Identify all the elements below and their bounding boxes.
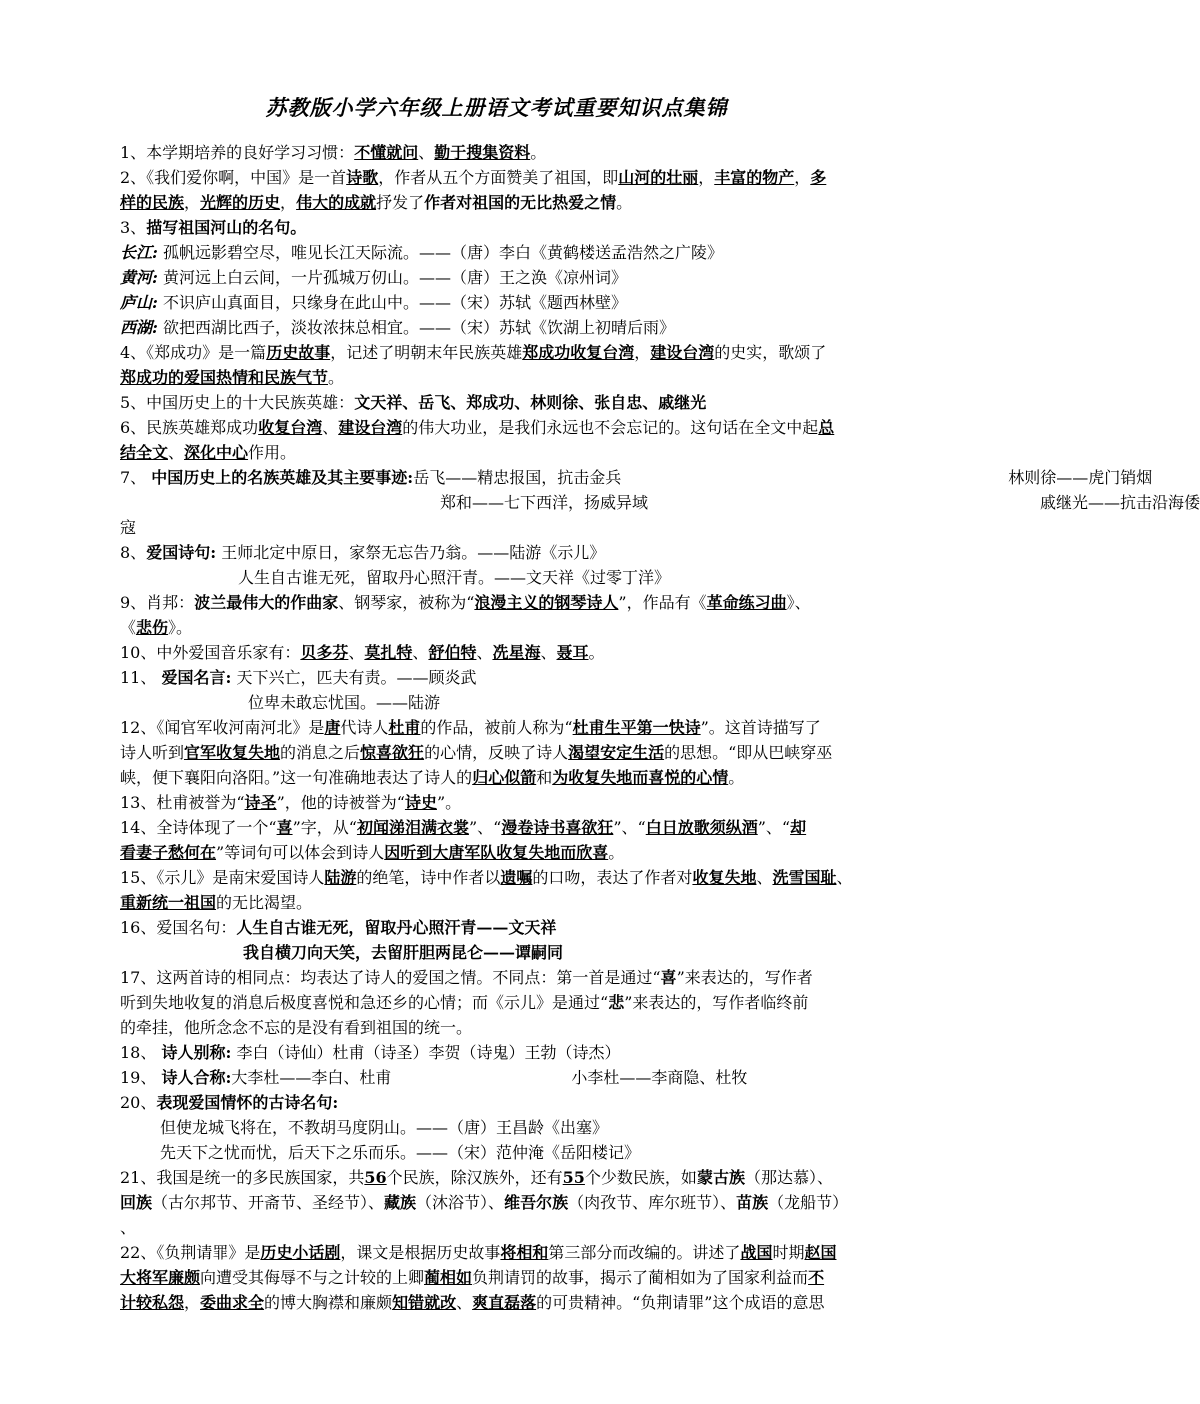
text-line [120,965,905,990]
text-segment: 峡，便下襄阳向洛阳。”这一句准确地表达了诗人的 [120,768,473,787]
key-point: 杜甫生平第一快诗 [572,718,701,737]
text-line [120,590,905,615]
text-line [120,315,905,340]
text-line [120,990,905,1015]
text-segment: 19、 [120,1068,162,1087]
text-segment: 个民族，除汉族外，还有 [386,1168,563,1187]
text-segment: 的史实，歌颂了 [714,343,827,362]
text-segment: ”，他的诗被誉为“ [276,793,405,812]
text-segment: ”，作品有《 [618,593,707,612]
text-segment: ”、“ [468,818,502,837]
text-segment: 、 [412,643,429,662]
text-line [120,1140,905,1165]
text-line [120,465,1153,490]
text-line [120,615,905,640]
key-point: 收复失地 [692,868,757,887]
text-line [120,365,905,390]
text-line [120,665,905,690]
key-point: 山河的壮丽 [618,168,699,187]
text-segment: 第三部分而改编的。讲述了 [548,1243,741,1262]
key-point: 不 [808,1268,825,1287]
emphasis-text: 诗人合称: [161,1068,232,1087]
text-segment: 。 [530,143,547,162]
text-segment: 4、《郑成功》是一篇 [120,343,267,362]
text-segment: 向遭受其侮辱不与之计较的上卿 [200,1268,425,1287]
text-segment: 的口吻，表达了作者对 [532,868,693,887]
text-segment: 。 [588,643,605,662]
text-line [120,640,905,665]
key-point: 建设台湾 [650,343,715,362]
emphasis-text: 长江: [120,243,158,262]
text-segment: 的伟大功业，是我们永远也不会忘记的。这句话在全文中起 [402,418,819,437]
text-segment: 、 [456,1293,473,1312]
text-segment: ”。 [436,793,462,812]
key-point: 爽直磊落 [472,1293,537,1312]
text-segment: ”字，从“ [292,818,357,837]
text-segment: 、 [756,868,773,887]
key-point: 大将军廉颇 [120,1268,201,1287]
text-segment: 21、我国是统一的多民族国家，共 [120,1168,365,1187]
key-point: 惊喜欲狂 [360,743,425,762]
key-point: 勤于搜集资料 [434,143,531,162]
text-segment: 1、本学期培养的良好学习习惯： [120,143,355,162]
text-segment: （肉孜节、库尔班节）、 [568,1193,737,1212]
key-point: 郑成功收复台湾 [522,343,635,362]
text-segment: 大李杜——李白、杜甫 [231,1068,392,1087]
text-line [120,740,905,765]
text-segment: 的无比渴望。 [216,893,313,912]
text-segment: 20、 [120,1093,157,1112]
key-point: 委曲求全 [200,1293,265,1312]
text-segment: 的可贵精神。“负荆请罪”这个成语的意思 [536,1293,825,1312]
key-point: 样的民族 [120,193,185,212]
emphasis-text: 诗人别称: [161,1043,232,1062]
text-segment: 时期 [772,1243,805,1262]
text-segment: 12、《闻官军收河南河北》是 [120,718,325,737]
text-segment: （沐浴节）、 [416,1193,505,1212]
text-segment: 的牵挂，他所念念不忘的是没有看到祖国的统一。 [120,1018,473,1037]
key-point: 漫卷诗书喜欲狂 [501,818,614,837]
text-line [120,490,1200,515]
text-segment: 天下兴亡，匹夫有责。——顾炎武 [231,668,477,687]
text-segment: 不识庐山真面目，只缘身在此山中。——（宋）苏轼《题西林壁》 [157,293,628,312]
text-segment: 、 [348,643,365,662]
text-segment: 2、《我们爱你啊，中国》是一首 [120,168,347,187]
text-line [120,440,905,465]
text-segment: 、 [836,868,853,887]
text-segment: 岳飞——精忠报国，抗击金兵 [413,468,622,487]
emphasis-text: 爱国诗句: [146,543,217,562]
text-segment: 但使龙城飞将在，不教胡马度阴山。——（唐）王昌龄《出塞》 [160,1118,609,1137]
key-point: 渴望安定生活 [568,743,665,762]
text-line [120,790,905,815]
key-point: 诗史 [404,793,437,812]
text-segment: 负荆请罚的故事，揭示了蔺相如为了国家利益而 [472,1268,809,1287]
text-line [120,415,905,440]
text-segment: 小李杜——李商隐、杜牧 [571,1068,748,1087]
text-segment: 林则徐——虎门销烟 [1008,468,1153,487]
key-point: 贝多芬 [300,643,349,662]
text-segment: 、 [476,643,493,662]
emphasis-text: 文天祥、岳飞、郑成功、林则徐、张自忠、戚继光 [354,393,707,412]
text-segment: ， [794,168,811,187]
text-line [120,865,905,890]
key-point: 伟大的成就 [296,193,377,212]
text-segment: ，记述了明朝末年民族英雄 [330,343,523,362]
emphasis-text: 维吾尔族 [504,1193,569,1212]
text-segment: 作用。 [248,443,297,462]
text-line [120,1190,905,1215]
key-point: 洗雪国耻 [772,868,837,887]
emphasis-text: 藏族 [384,1193,417,1212]
text-segment: ”来表达的，写作者 [676,968,813,987]
text-segment: 16、爱国名句： [120,918,237,937]
text-segment: 的绝笔，诗中作者以 [356,868,501,887]
text-segment: ， [184,1293,201,1312]
key-point: 莫扎特 [364,643,413,662]
emphasis-text: 苗族 [736,1193,769,1212]
text-segment: （龙船节） [768,1193,849,1212]
key-point: 丰富的物产 [714,168,795,187]
key-point: 蔺相如 [424,1268,473,1287]
key-point: 不懂就问 [354,143,419,162]
emphasis-text: 蒙古族 [696,1168,745,1187]
text-segment: 欲把西湖比西子，淡妆浓抹总相宜。——（宋）苏轼《饮湖上初晴后雨》 [157,318,676,337]
text-segment: 》。 [168,618,193,637]
key-point: 55 [562,1168,585,1187]
key-point: 结全文 [120,443,169,462]
text-segment: 李白（诗仙）杜甫（诗圣）李贺（诗鬼）王勃（诗杰） [231,1043,621,1062]
text-line [120,190,905,215]
text-segment: 的思想。“即从巴峡穿巫 [664,743,833,762]
key-point: 却 [790,818,807,837]
text-segment: 人生自古谁无死，留取丹心照汗青。——文天祥《过零丁洋》 [238,568,671,587]
text-line [120,515,905,540]
text-line [120,1065,905,1090]
text-segment: 11、 [120,668,162,687]
key-point: 看妻子愁何在 [120,843,217,862]
key-point: 归心似箭 [472,768,537,787]
key-point: 重新统一祖国 [120,893,217,912]
text-segment: 和 [536,768,553,787]
text-line [120,390,905,415]
key-point: 杜甫 [388,718,421,737]
text-segment: （古尔邦节、开斋节、圣经节）、 [152,1193,385,1212]
text-segment: 、 [418,143,435,162]
text-segment: 诗人听到 [120,743,185,762]
text-line [120,1265,905,1290]
key-point: 初闻涕泪满衣裳 [356,818,469,837]
text-segment: ， [634,343,651,362]
text-line [120,765,905,790]
text-segment: 14、全诗体现了一个“ [120,818,277,837]
text-segment: 10、中外爱国音乐家有： [120,643,301,662]
text-segment: 寇 [120,518,137,537]
text-segment: 。 [328,368,345,387]
key-point: 冼星海 [492,643,541,662]
text-segment: 的心情，反映了诗人 [424,743,569,762]
key-point: 悲伤 [136,618,169,637]
text-segment: 听到失地收复的消息后极度喜悦和急还乡的心情；而《示儿》是通过“ [120,993,609,1012]
text-segment: 17、这两首诗的相同点：均表达了诗人的爱国之情。不同点：第一首是通过“ [120,968,661,987]
text-line [120,915,905,940]
text-segment: 22、《负荆请罪》是 [120,1243,261,1262]
text-segment: 。 [608,843,625,862]
emphasis-text: 波兰最伟大的作曲家 [194,593,339,612]
text-line [120,340,905,365]
key-point: 深化中心 [184,443,249,462]
text-segment: 、 [168,443,185,462]
key-point: 因听到大唐军队收复失地而欣喜 [384,843,609,862]
text-segment: 先天下之忧而忧，后天下之乐而乐。——（宋）范仲淹《岳阳楼记》 [160,1143,641,1162]
key-point: 陆游 [324,868,357,887]
text-line [120,240,905,265]
key-point: 总 [818,418,835,437]
emphasis-text: 人生自古谁无死，留取丹心照汗青——文天祥 [236,918,557,937]
text-line [120,690,905,715]
text-segment: ”等词句可以体会到诗人 [216,843,385,862]
key-point: 光辉的历史 [200,193,281,212]
key-point: 官军收复失地 [184,743,281,762]
text-segment: 位卑未敢忘忧国。——陆游 [248,693,441,712]
key-point: 白日放歌须纵酒 [645,818,758,837]
key-point: 为收复失地而喜悦的心情 [552,768,729,787]
text-segment: 、 [540,643,557,662]
text-segment: 9、肖邦： [120,593,195,612]
text-segment: （那达慕）、 [744,1168,833,1187]
text-segment: 6、民族英雄郑成功 [120,418,259,437]
text-line [120,1115,905,1140]
text-segment: ”来表达的，写作者临终前 [624,993,809,1012]
text-segment: 18、 [120,1043,162,1062]
key-point: 遗嘱 [500,868,533,887]
emphasis-text: 我自横刀向天笑，去留肝胆两昆仑——谭嗣同 [243,943,564,962]
document-body [120,140,1200,1315]
text-segment: ，作者从五个方面赞美了祖国，即 [378,168,619,187]
text-segment: 郑和——七下西洋，扬威异域 [440,493,649,512]
emphasis-text: 描写祖国河山的名句。 [146,218,307,237]
text-segment: 黄河远上白云间，一片孤城万仞山。——（唐）王之涣《凉州词》 [157,268,628,287]
text-segment: ，课文是根据历史故事 [340,1243,501,1262]
text-segment: 》、 [786,593,811,612]
text-line [120,815,905,840]
emphasis-text: 黄河: [120,268,158,287]
text-segment: 15、《示儿》是南宋爱国诗人 [120,868,325,887]
text-line [120,1290,905,1315]
text-line [120,940,905,965]
text-segment: 5、中国历史上的十大民族英雄： [120,393,355,412]
text-segment: 7、 [120,468,152,487]
text-segment: ”、“ [757,818,791,837]
key-point: 喜 [276,818,293,837]
text-segment: 8、 [120,543,147,562]
text-segment: 、 [322,418,339,437]
text-segment: 3、 [120,218,147,237]
text-segment: ， [698,168,715,187]
key-point: 建设台湾 [338,418,403,437]
key-point: 唐 [324,718,341,737]
key-point: 聂耳 [556,643,589,662]
text-segment: 代诗人 [340,718,389,737]
emphasis-text: 喜 [660,968,677,987]
key-point: 舒伯特 [428,643,477,662]
text-line [120,1040,905,1065]
emphasis-text: 中国历史上的名族英雄及其主要事迹: [151,468,414,487]
text-line [120,265,905,290]
emphasis-text: 爱国名言: [161,668,232,687]
text-segment: 13、杜甫被誉为“ [120,793,245,812]
text-line [120,1215,905,1240]
text-line [120,890,905,915]
text-line [120,140,905,165]
text-segment: ”。这首诗描写了 [700,718,821,737]
text-line [120,290,905,315]
key-point: 多 [810,168,827,187]
key-point: 56 [364,1168,387,1187]
text-segment: 的消息之后 [280,743,361,762]
key-point: 将相和 [500,1243,549,1262]
key-point: 浪漫主义的钢琴诗人 [474,593,619,612]
text-segment: 。 [728,768,745,787]
text-line [120,565,905,590]
text-line [120,715,905,740]
text-segment: 戚继光——抗击沿海倭 [1040,493,1200,512]
text-line [120,1165,905,1190]
text-line [120,215,905,240]
emphasis-text: 西湖: [120,318,158,337]
text-segment: 《 [120,618,137,637]
key-point: 郑成功的爱国热情和民族气节 [120,368,329,387]
text-segment: 抒发了 [376,193,425,212]
text-segment: 。 [616,193,633,212]
text-segment: ， [184,193,201,212]
text-line [120,165,905,190]
document-title: 苏教版小学六年级上册语文考试重要知识点集锦 [265,95,728,120]
text-line [120,540,905,565]
text-line [120,1240,905,1265]
emphasis-text: 庐山: [120,293,158,312]
key-point: 诗歌 [346,168,379,187]
emphasis-text: 悲 [608,993,625,1012]
text-segment: ， [280,193,297,212]
text-segment: 个少数民族，如 [584,1168,697,1187]
key-point: 知错就改 [392,1293,457,1312]
text-segment: 、钢琴家，被称为“ [338,593,475,612]
text-segment: ”、“ [613,818,646,837]
emphasis-text: 回族 [120,1193,153,1212]
key-point: 计较私怨 [120,1293,185,1312]
key-point: 赵国 [804,1243,837,1262]
key-point: 战国 [740,1243,773,1262]
text-segment: 、 [120,1218,137,1237]
key-point: 历史小话剧 [260,1243,341,1262]
key-point: 诗圣 [244,793,277,812]
emphasis-text: 表现爱国情怀的古诗名句: [156,1093,339,1112]
key-point: 历史故事 [266,343,331,362]
text-segment: 王师北定中原日，家祭无忘告乃翁。——陆游《示儿》 [216,543,606,562]
text-segment: 孤帆远影碧空尽，唯见长江天际流。——（唐）李白《黄鹤楼送孟浩然之广陵》 [157,243,724,262]
key-point: 革命练习曲 [706,593,787,612]
text-line [120,1090,905,1115]
emphasis-text: 作者对祖国的无比热爱之情 [424,193,617,212]
text-line [120,1015,905,1040]
text-segment: 的博大胸襟和廉颇 [264,1293,393,1312]
text-segment: 的作品，被前人称为“ [420,718,573,737]
text-line [120,840,905,865]
key-point: 收复台湾 [258,418,323,437]
